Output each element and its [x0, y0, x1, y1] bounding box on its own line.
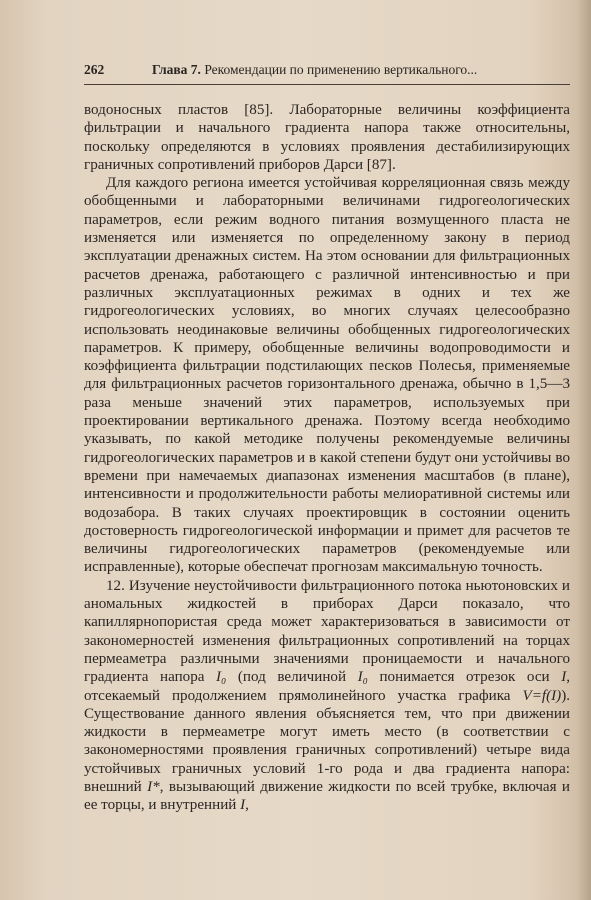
- p3-text-e: ). Существование данного явления объясняется тем, что при движении жидкости в пермеаметре могут иметь место (в соответствии с закономерностями проявления граничных сопротивлений) четыре вида устойчивых граничных условий 1-го рода и два градиента напора: внешний: [84, 687, 570, 795]
- body-text: [84, 101, 570, 815]
- symbol-i-end: I,: [240, 797, 249, 814]
- symbol-i0: I₀: [216, 669, 227, 686]
- p3-text-d: , отсекаемый продолжением прямолинейного участка графика: [84, 669, 571, 704]
- p3-text-a: 12. Изучение неустойчивости фильтрационного потока ньютоновских и аномальных жидкостей в приборах Дарси показало, что капиллярнопористая среда может характеризоваться в зависимости от закономерностей изменения фильтрационных сопротивлений на торцах пермеаметра различными значениями проницаемости и начального градиента напора: [84, 577, 570, 686]
- p3-text-b: (под величиной: [226, 669, 358, 686]
- paragraph-3: [84, 577, 570, 815]
- chapter-title: Рекомендации по применению вертикального...: [204, 62, 478, 77]
- paragraph-2: Для каждого региона имеется устойчивая корреляционная связь между обобщенными и лабораторными величинами гидрогеологических параметров, если режим водного питания возмущенного пласта не изменяется или изменяется по определенному закону в период эксплуатации дренажных систем. На этом основании для фильтрационных расчетов дренажа, работающего с различной интенсивностью и при различных эксплуатационных режимах в одних и тех же гидрогеологических условиях, во многих случаях целесообразно использовать неодинаковые величины обобщенных гидрогеологических параметров. К примеру, обобщенные величины водопроводимости и коэффициента фильтрации подстилающих песков Полесья, применяемые для фильтрационных расчетов горизонтального дренажа, обычно в 1,5—3 раза меньше значений этих параметров, используемых при проектировании вертикального дренажа. Поэтому всегда необходимо указывать, по какой методике получены рекомендуемые величины гидрогеологических параметров и в какой степени будут они устойчивы во времени при намечаемых диапазонах изменения масштабов (в плане), интенсивности и продолжительности работы мелиоративной системы или водозабора. В таких случаях проектировщик в состоянии оценить достоверность гидрогеологической информации и примет для расчетов те величины гидрогеологических параметров (рекомендуемые или исправленные), которые обеспечат прогнозам максимальную точность.: [84, 175, 570, 576]
- symbol-i: I: [561, 669, 567, 686]
- chapter-heading: [152, 62, 477, 78]
- running-header: [84, 62, 564, 84]
- paragraph-1: водоносных пластов [85]. Лабораторные величины коэффициента фильтрации и начального градиента напора также относительны, поскольку определяются в условиях проявления дестабилизирующих граничных сопротивлений приборов Дарси [87].: [84, 102, 570, 173]
- header-rule: [84, 84, 570, 85]
- symbol-i0-second: I₀: [357, 669, 368, 686]
- p3-text-f: , вызывающий движение жидкости по всей трубке, включая и ее торцы, и внутренний: [84, 778, 570, 814]
- formula-v-f-i: V=f(I): [522, 687, 562, 704]
- page-number: 262: [84, 62, 105, 77]
- p3-text-c: понимается отрезок оси: [367, 669, 562, 686]
- chapter-label: Глава 7.: [152, 62, 201, 77]
- symbol-i-star: I*: [147, 778, 160, 795]
